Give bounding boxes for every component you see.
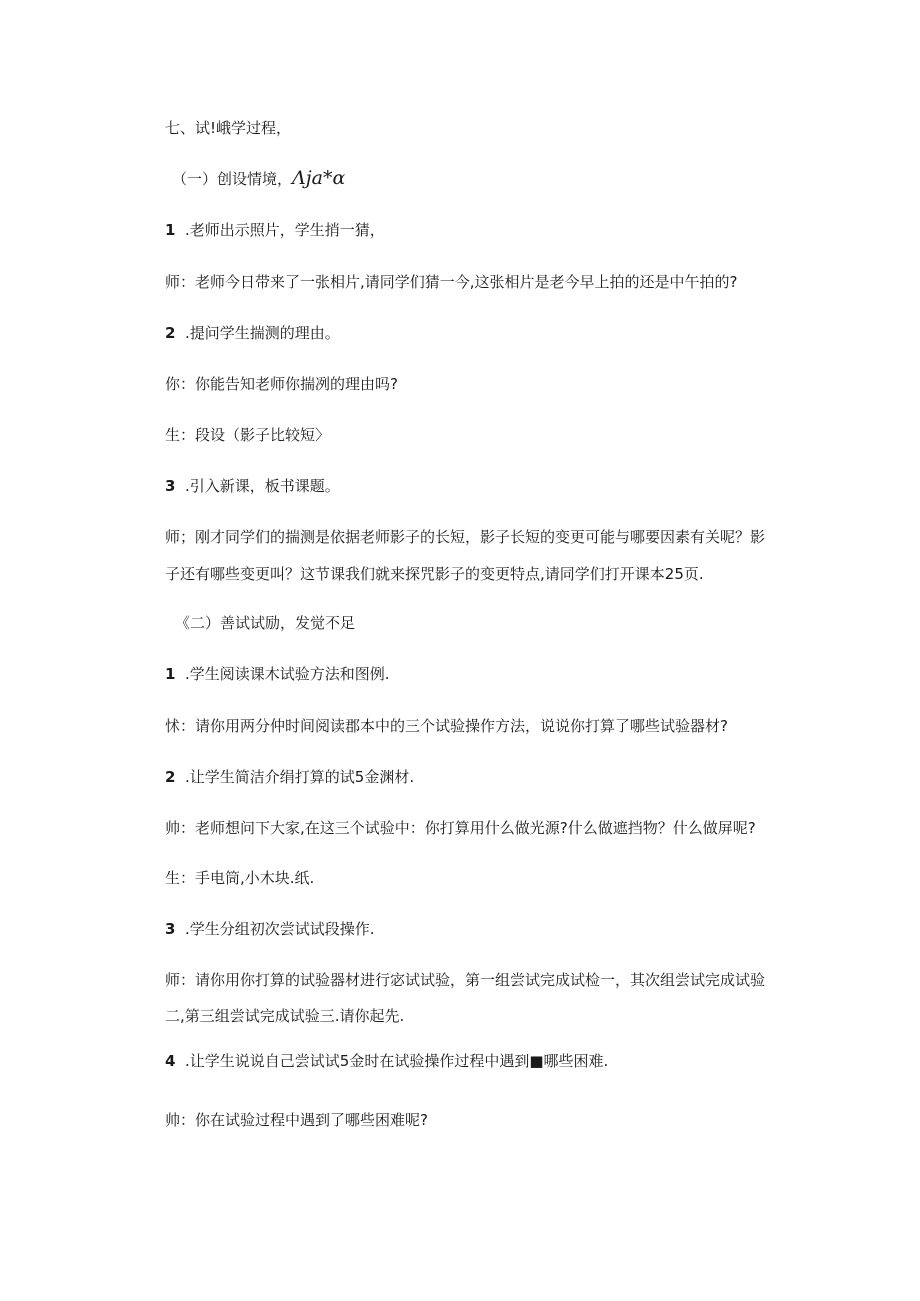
dialogue-line [165, 868, 314, 888]
dialogue-text: 师：请你用你打算的试验器材进行宓试试验，第一组尝试完成试检一，其次组尝试完成试验 [165, 971, 766, 989]
item-text: .让学生说说自己尝试试5金时在试验操作过程中遇到■哪些困难. [185, 1052, 609, 1070]
item-number: 3 [165, 477, 176, 495]
dialogue-text: 你：你能告知老师你揣冽的理由吗? [165, 375, 398, 393]
dialogue-line [165, 425, 330, 445]
subsection-mark: Λja*α [292, 167, 346, 189]
dialogue-line [165, 818, 756, 838]
item-number: 2 [165, 324, 176, 342]
dialogue-line [165, 272, 738, 292]
subsection-heading-1 [172, 168, 345, 189]
dialogue-line [165, 374, 398, 394]
dialogue-text: 怵：请你用两分仲时间阅读郡本中的三个试验操作方法，说说你打算了哪些试验器材? [165, 717, 728, 735]
item-text: .老师出示照片，学生捎一猜， [185, 221, 385, 239]
dialogue-line [165, 1110, 428, 1130]
dialogue-text: 师；刚才同学们的揣测是依据老师影子的长短，影子长短的变更可能与哪要因素有关呢？影 [165, 528, 766, 546]
list-item [165, 323, 340, 343]
list-item [165, 664, 390, 684]
dialogue-text: 帅：老师想问下大家,在这三个试验中：你打算用什么做光源?什么做遮挡物？什么做屏呢? [165, 819, 756, 837]
item-text: .引入新课，板书课题。 [185, 477, 340, 495]
dialogue-text: 二,第三组尝试完成试验三.请你起先. [165, 1007, 405, 1025]
subsection-heading-2 [175, 613, 355, 633]
subsection-label: 《二）善试试励，发觉不足 [175, 614, 356, 632]
dialogue-text: 师：老师今日带来了一张相片,请同学们猜一今,这张相片是老今早上拍的还是中午拍的? [165, 273, 738, 291]
dialogue-text: 子还有哪些变更叫？这节课我们就来探咒影子的变更特点,请同学们打开课本25页. [165, 565, 704, 583]
item-number: 4 [165, 1052, 176, 1070]
item-text: .让学生简洁介绢打算的试5金渊材. [185, 768, 415, 786]
dialogue-line-continued [165, 564, 704, 584]
list-item [165, 919, 375, 939]
dialogue-line [165, 527, 765, 547]
item-number: 3 [165, 920, 176, 938]
list-item [165, 220, 385, 240]
item-number: 1 [165, 665, 176, 683]
list-item [165, 1051, 608, 1071]
dialogue-line [165, 970, 765, 990]
item-text: .提问学生揣测的理由。 [185, 324, 340, 342]
dialogue-text: 生：手电筒,小木块.纸. [165, 869, 315, 887]
section-heading [165, 118, 291, 138]
dialogue-text: 生：段设（影子比较短〉 [165, 426, 331, 444]
dialogue-line-continued [165, 1006, 404, 1026]
item-number: 1 [165, 221, 176, 239]
item-number: 2 [165, 768, 176, 786]
subsection-label: （一）创设情境， [172, 170, 293, 188]
dialogue-text: 帅：你在试验过程中遇到了哪些困难呢? [165, 1111, 428, 1129]
dialogue-line [165, 716, 728, 736]
heading-text: 七、试!峨学过程， [165, 119, 292, 137]
list-item [165, 476, 340, 496]
item-text: .学生分组初次尝试试段操作. [185, 920, 375, 938]
item-text: .学生阅读课木试验方法和图例. [185, 665, 390, 683]
list-item [165, 767, 414, 787]
